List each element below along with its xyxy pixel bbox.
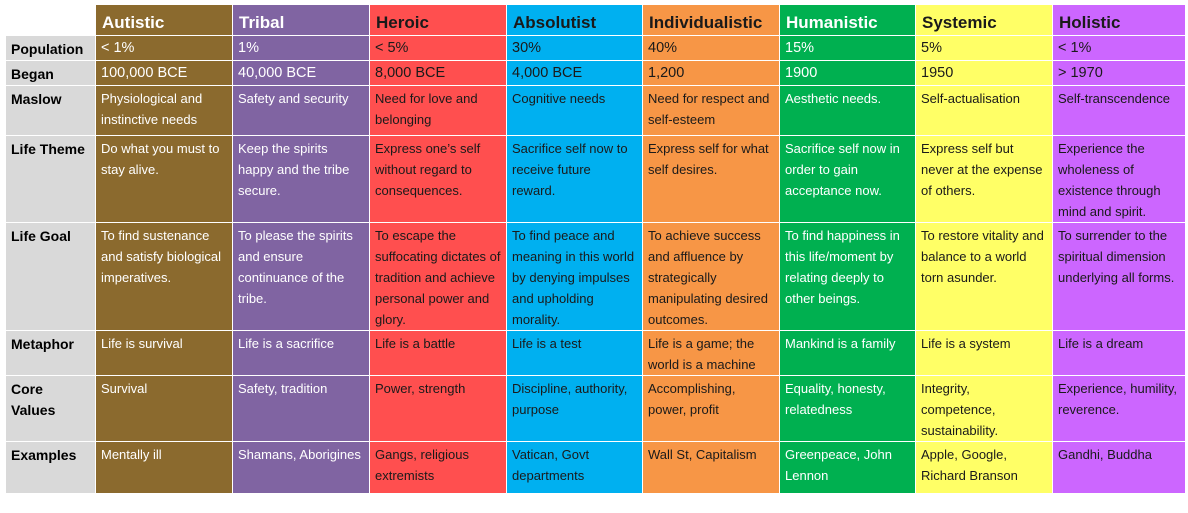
table-cell: Express self but never at the expense of others.: [916, 136, 1053, 223]
table-cell: Life is survival: [96, 331, 233, 376]
corner-cell: [6, 5, 96, 36]
table-cell: 1950: [916, 61, 1053, 86]
table-cell: Gandhi, Buddha: [1053, 442, 1186, 494]
table-cell: To surrender to the spiritual dimension underlying all forms.: [1053, 223, 1186, 331]
row-label: Life Theme: [6, 136, 96, 223]
table-cell: 100,000 BCE: [96, 61, 233, 86]
table-cell: > 1970: [1053, 61, 1186, 86]
row-label: Life Goal: [6, 223, 96, 331]
table-cell: 4,000 BCE: [507, 61, 643, 86]
header-row: [6, 5, 1186, 36]
column-header: Holistic: [1053, 5, 1186, 36]
row-label: Began: [6, 61, 96, 86]
column-header: Absolutist: [507, 5, 643, 36]
table-cell: Greenpeace, John Lennon: [780, 442, 916, 494]
table-cell: Integrity, competence, sustainability.: [916, 376, 1053, 442]
table-cell: To find peace and meaning in this world by denying impulses and upholding morality.: [507, 223, 643, 331]
table-cell: Life is a game; the world is a machine: [643, 331, 780, 376]
table-row: [6, 136, 1186, 223]
table-cell: To find sustenance and satisfy biological imperatives.: [96, 223, 233, 331]
table-cell: Safety, tradition: [233, 376, 370, 442]
table-cell: Physiological and instinctive needs: [96, 86, 233, 136]
table-cell: Keep the spirits happy and the tribe secure.: [233, 136, 370, 223]
table-cell: 8,000 BCE: [370, 61, 507, 86]
worldview-table: [5, 4, 1186, 494]
table-cell: Equality, honesty, relatedness: [780, 376, 916, 442]
table-cell: < 5%: [370, 36, 507, 61]
table-cell: Need for love and belonging: [370, 86, 507, 136]
table-cell: Vatican, Govt departments: [507, 442, 643, 494]
table-cell: Self-transcendence: [1053, 86, 1186, 136]
table-cell: 5%: [916, 36, 1053, 61]
table-cell: 15%: [780, 36, 916, 61]
column-header: Heroic: [370, 5, 507, 36]
table-cell: Mankind is a family: [780, 331, 916, 376]
table-cell: Wall St, Capitalism: [643, 442, 780, 494]
table-cell: To restore vitality and balance to a world torn asunder.: [916, 223, 1053, 331]
table-row: [6, 61, 1186, 86]
table-cell: Express self for what self desires.: [643, 136, 780, 223]
table-cell: Experience, humility, reverence.: [1053, 376, 1186, 442]
table-cell: 40,000 BCE: [233, 61, 370, 86]
table-row: [6, 223, 1186, 331]
table-cell: Life is a system: [916, 331, 1053, 376]
table-cell: Survival: [96, 376, 233, 442]
column-header: Systemic: [916, 5, 1053, 36]
row-label: Examples: [6, 442, 96, 494]
table-cell: < 1%: [1053, 36, 1186, 61]
table-cell: Discipline, authority, purpose: [507, 376, 643, 442]
table-cell: Life is a sacrifice: [233, 331, 370, 376]
table-cell: To escape the suffocating dictates of tradition and achieve personal power and glory.: [370, 223, 507, 331]
table-cell: Safety and security: [233, 86, 370, 136]
table-cell: 1%: [233, 36, 370, 61]
table-cell: Shamans, Aborigines: [233, 442, 370, 494]
table-row: [6, 331, 1186, 376]
table-cell: < 1%: [96, 36, 233, 61]
table-cell: To achieve success and affluence by strategically manipulating desired outcomes.: [643, 223, 780, 331]
table-cell: Apple, Google, Richard Branson: [916, 442, 1053, 494]
column-header: Autistic: [96, 5, 233, 36]
table-cell: Mentally ill: [96, 442, 233, 494]
table-row: [6, 442, 1186, 494]
row-label: Metaphor: [6, 331, 96, 376]
table-cell: Do what you must to stay alive.: [96, 136, 233, 223]
table-cell: 40%: [643, 36, 780, 61]
table-cell: Express one’s self without regard to consequences.: [370, 136, 507, 223]
table-cell: Gangs, religious extremists: [370, 442, 507, 494]
table-cell: To find happiness in this life/moment by relating deeply to other beings.: [780, 223, 916, 331]
column-header: Humanistic: [780, 5, 916, 36]
table-cell: Life is a dream: [1053, 331, 1186, 376]
table-cell: Need for respect and self-esteem: [643, 86, 780, 136]
row-label: Core Values: [6, 376, 96, 442]
table-cell: Self-actualisation: [916, 86, 1053, 136]
row-label: Maslow: [6, 86, 96, 136]
table-row: [6, 86, 1186, 136]
table-cell: Accomplishing, power, profit: [643, 376, 780, 442]
row-label: Population: [6, 36, 96, 61]
table-cell: Cognitive needs: [507, 86, 643, 136]
table-row: [6, 36, 1186, 61]
column-header: Tribal: [233, 5, 370, 36]
table-cell: 30%: [507, 36, 643, 61]
table-cell: Life is a battle: [370, 331, 507, 376]
table-cell: Aesthetic needs.: [780, 86, 916, 136]
column-header: Individualistic: [643, 5, 780, 36]
table-cell: Sacrifice self now in order to gain acceptance now.: [780, 136, 916, 223]
table-cell: Sacrifice self now to receive future reward.: [507, 136, 643, 223]
table-cell: To please the spirits and ensure continuance of the tribe.: [233, 223, 370, 331]
table-cell: 1900: [780, 61, 916, 86]
table-cell: Power, strength: [370, 376, 507, 442]
table-row: [6, 376, 1186, 442]
table-cell: 1,200: [643, 61, 780, 86]
table-cell: Life is a test: [507, 331, 643, 376]
table-cell: Experience the wholeness of existence through mind and spirit.: [1053, 136, 1186, 223]
